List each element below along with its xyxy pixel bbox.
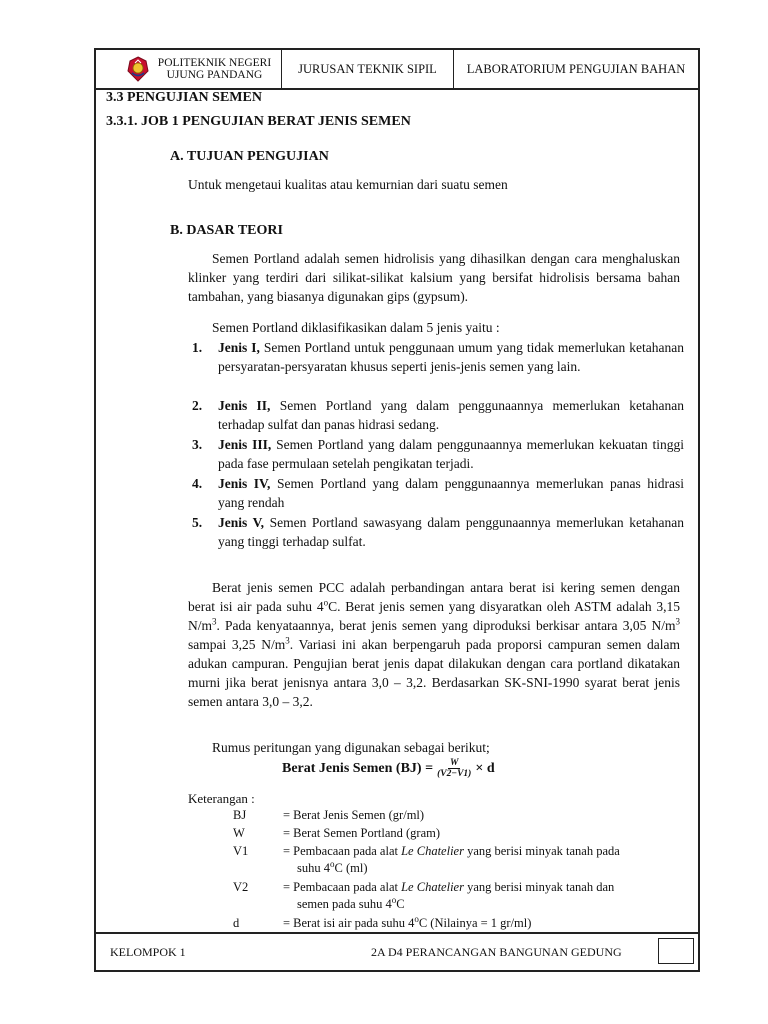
laboratory-cell: LABORATORIUM PENGUJIAN BAHAN xyxy=(466,61,686,76)
desc-part: semen pada suhu 4 xyxy=(297,897,392,911)
page-frame xyxy=(94,48,700,972)
keterangan-symbol: BJ xyxy=(233,808,247,822)
desc-part: C (ml) xyxy=(334,861,368,875)
formula-right: × d xyxy=(475,760,495,776)
list-description: Semen Portland yang dalam penggunaannya memerlukan ketahanan terhadap sulfat dan panas hidrasi sedang. xyxy=(218,398,684,432)
list-number: 5. xyxy=(192,515,203,530)
keterangan-description xyxy=(283,843,703,877)
p3-sup: 3 xyxy=(675,616,680,627)
list-text xyxy=(218,513,684,551)
list-description: Semen Portland untuk penggunaan umum yang tidak memerlukan ketahanan persyaratan-persyaratan khusus seperti jenis-jenis semen yang lain. xyxy=(218,340,684,374)
p3-part: . Pada kenyataannya, berat jenis semen yang diproduksi berkisar antara 3,05 N/m xyxy=(216,618,676,633)
keterangan-row xyxy=(233,879,703,915)
section-subtitle: 3.3.1. JOB 1 PENGUJIAN BERAT JENIS SEMEN xyxy=(106,114,411,129)
list-item xyxy=(192,338,686,398)
list-number: 3. xyxy=(192,437,203,452)
formula-numerator: W xyxy=(449,758,459,768)
keterangan-symbol: d xyxy=(233,916,240,930)
institution-line2: UJUNG PANDANG xyxy=(166,69,263,81)
desc-part: yang berisi minyak tanah dan xyxy=(463,880,615,894)
desc-italic: Le Chatelier xyxy=(401,844,464,858)
desc-part: yang berisi minyak tanah pada xyxy=(463,844,620,858)
keterangan-description: = Berat Jenis Semen (gr/ml) xyxy=(283,808,425,822)
institution-name xyxy=(158,57,271,81)
department-cell: JURUSAN TEKNIK SIPIL xyxy=(282,50,454,88)
desc-part: = Pembacaan pada alat xyxy=(283,844,402,858)
list-label: Jenis IV, xyxy=(218,476,271,491)
list-number: 2. xyxy=(192,398,203,413)
rumus-intro: Rumus peritungan yang digunakan sebagai berikut; xyxy=(212,740,490,755)
desc-part: C (Nilainya = 1 gr/ml) xyxy=(418,916,532,930)
keterangan-description xyxy=(283,879,703,913)
keterangan-symbol: W xyxy=(233,826,245,840)
page-number-box xyxy=(658,938,694,964)
list-description: Semen Portland yang dalam penggunaannya memerlukan kekuatan tinggi pada fase permulaan setelah pengikatan terjadi. xyxy=(218,437,685,471)
p3-sup: 3 xyxy=(285,635,290,646)
desc-part: C xyxy=(396,897,405,911)
desc-sup: o xyxy=(414,913,419,924)
dasar-paragraph-3 xyxy=(188,578,680,711)
list-item xyxy=(192,435,686,475)
section-title: 3.3 PENGUJIAN SEMEN xyxy=(106,90,262,105)
keterangan-symbol: V1 xyxy=(233,844,249,858)
p3-part: Berat jenis semen PCC adalah perbandingan antara berat isi kering semen dengan berat isi air pada suhu 4 xyxy=(188,580,680,614)
list-label: Jenis III, xyxy=(218,437,272,452)
list-item xyxy=(192,396,686,436)
list-item xyxy=(192,513,686,553)
list-description: Semen Portland yang dalam penggunaannya memerlukan panas hidrasi yang rendah xyxy=(218,476,684,510)
list-text xyxy=(218,396,684,434)
jenis-intro: Semen Portland diklasifikasikan dalam 5 jenis yaitu : xyxy=(212,320,500,335)
list-text xyxy=(218,435,684,473)
polytechnic-logo-icon xyxy=(124,55,152,83)
list-number: 4. xyxy=(192,476,203,491)
desc-sup: o xyxy=(330,858,335,869)
list-label: Jenis II, xyxy=(218,398,271,413)
formula-left: Berat Jenis Semen (BJ) = xyxy=(282,760,434,776)
institution-cell xyxy=(96,50,282,88)
list-text xyxy=(218,474,684,512)
list-item xyxy=(192,474,686,514)
desc-part: = Pembacaan pada alat xyxy=(283,880,402,894)
dasar-paragraph-1: Semen Portland adalah semen hidrolisis yang dihasilkan dengan cara menghaluskan klinker yang terdiri dari silikat-silikat kalsium yang bersifat hidrolisis bersama bahan tambahan, yang biasanya digunakan gips (gypsum). xyxy=(188,251,680,304)
institution-line1: POLITEKNIK NEGERI xyxy=(157,57,272,69)
keterangan-label: Keterangan : xyxy=(188,791,255,806)
desc-part: = Berat isi air pada suhu 4 xyxy=(283,916,415,930)
document-footer xyxy=(96,932,698,970)
desc-sup: o xyxy=(391,894,397,905)
keterangan-row xyxy=(233,843,703,879)
list-text xyxy=(218,338,684,376)
formula-denominator: (V2−V1) xyxy=(437,769,472,779)
dasar-heading: B. DASAR TEORI xyxy=(170,223,283,238)
formula-fraction xyxy=(437,758,471,779)
desc-italic: Le Chatelier xyxy=(401,880,464,894)
footer-class: 2A D4 PERANCANGAN BANGUNAN GEDUNG xyxy=(371,945,622,959)
document-header xyxy=(96,50,698,90)
list-number: 1. xyxy=(192,340,203,355)
tujuan-text: Untuk mengetaui kualitas atau kemurnian dari suatu semen xyxy=(188,177,508,192)
list-label: Jenis V, xyxy=(218,515,264,530)
list-label: Jenis I, xyxy=(218,340,260,355)
p3-part: sampai 3,25 N/m xyxy=(188,637,286,652)
list-description: Semen Portland sawasyang dalam penggunaannya memerlukan ketahanan yang tinggi terhadap sulfat. xyxy=(218,515,684,549)
desc-part: suhu 4 xyxy=(297,861,330,875)
p3-part: C. Berat jenis semen yang disyaratkan oleh ASTM adalah 3,15 N/m xyxy=(188,599,680,633)
formula xyxy=(282,758,495,779)
p3-part: . Variasi ini akan berpengaruh pada proporsi campuran semen dalam adukan campuran. Pengujian berat jenis dapat dilakukan dengan cara portland dikatakan murni jika berat jenisnya antara 3,0 – 3,2. Berdasarkan SK-SNI-1990 syarat berat jenis semen antara 3,0 – 3,2. xyxy=(188,637,681,709)
p3-sup: o xyxy=(323,597,329,608)
p3-sup: 3 xyxy=(212,616,217,627)
keterangan-symbol: V2 xyxy=(233,880,249,894)
tujuan-heading: A. TUJUAN PENGUJIAN xyxy=(170,149,329,164)
keterangan-description xyxy=(283,915,703,932)
footer-group: KELOMPOK 1 xyxy=(110,945,186,959)
keterangan-description: = Berat Semen Portland (gram) xyxy=(283,826,441,840)
